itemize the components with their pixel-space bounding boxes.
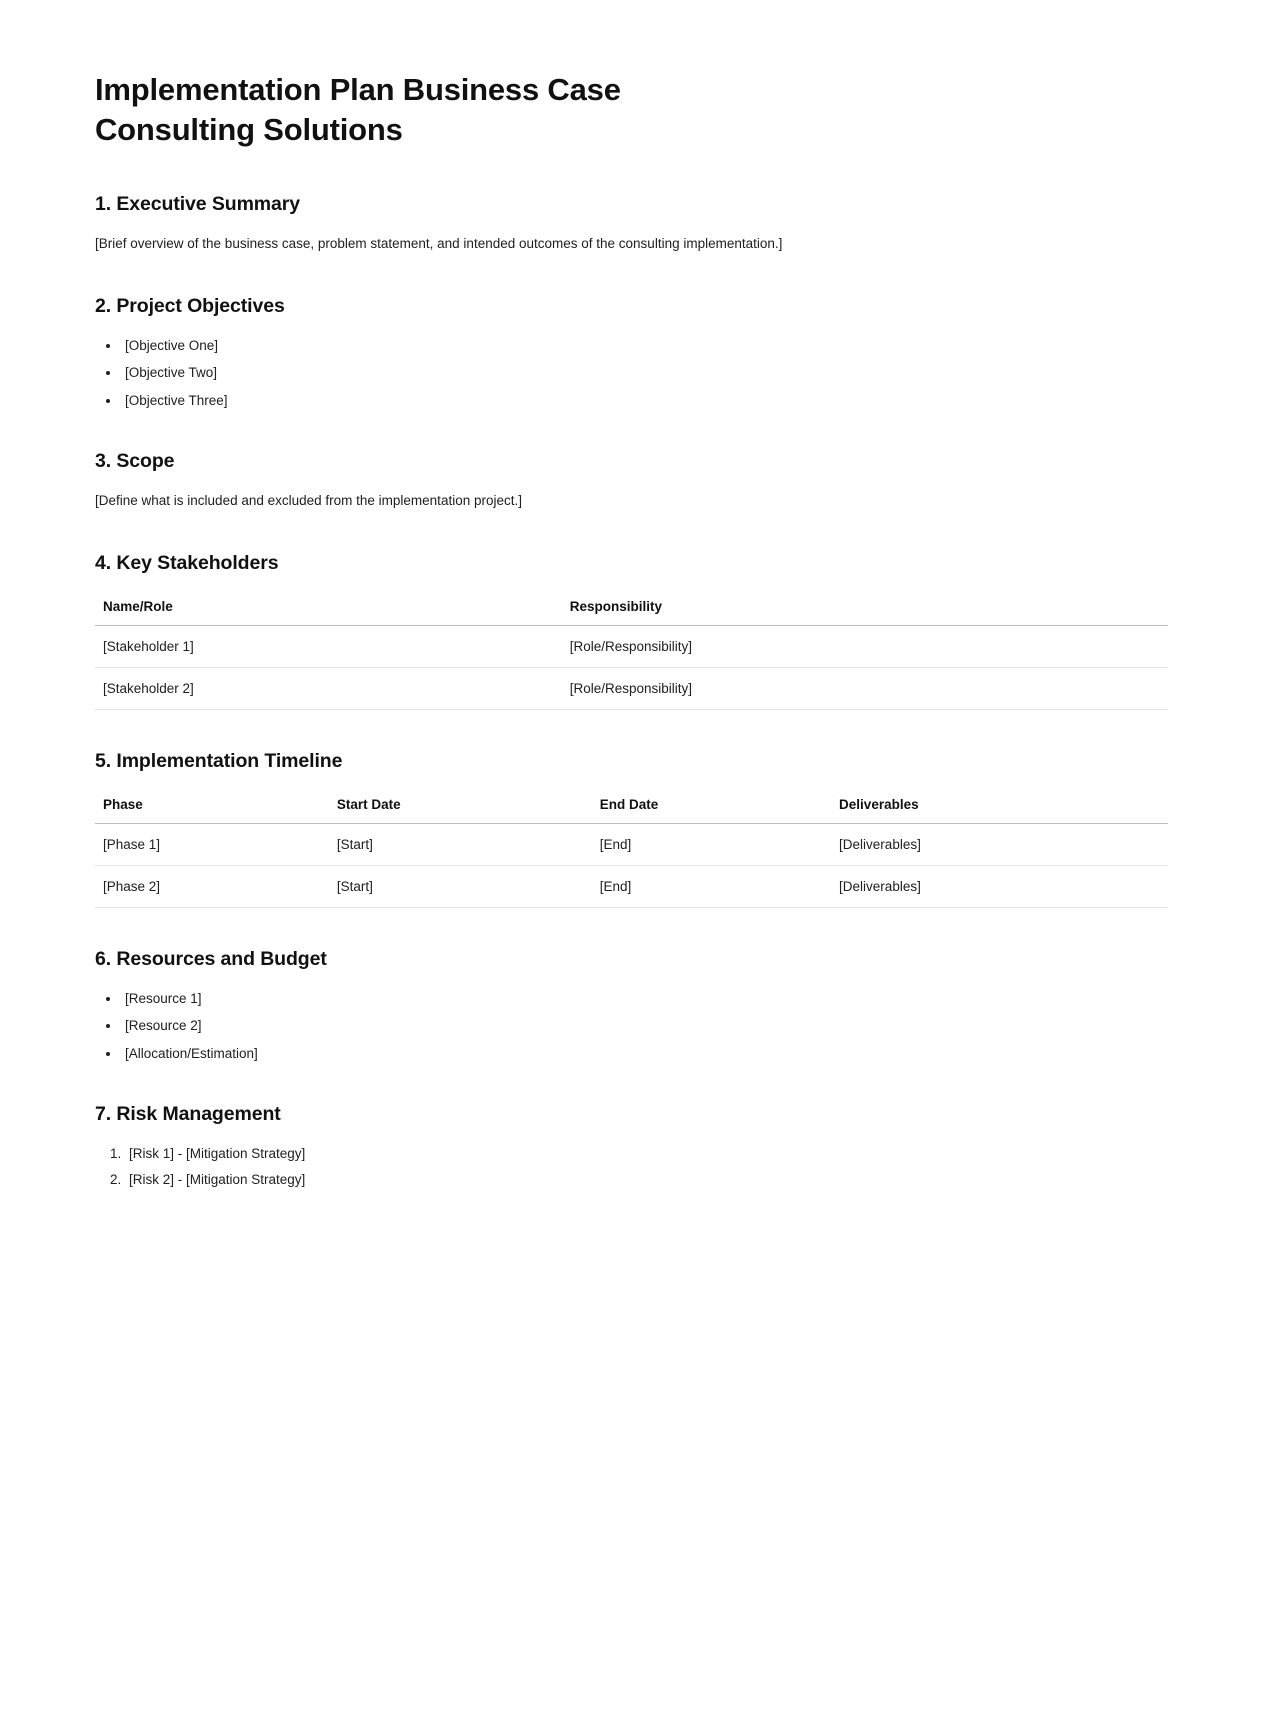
table-cell-phase: [Phase 2] [95,865,329,907]
list-item: 1. [Risk 1] - [Mitigation Strategy] [125,1144,1168,1164]
table-cell-end-date: [End] [592,865,831,907]
implementation-timeline-table [95,791,1168,908]
section-risk-management [95,1103,1168,1191]
executive-summary-paragraph: [Brief overview of the business case, problem statement, and intended outcomes of the consulting implementation.] [95,236,783,252]
heading-risk-management: 7. Risk Management [95,1103,281,1126]
table-cell-name-role: [Stakeholder 1] [95,625,562,667]
table-header-row [95,593,1168,626]
resources-and-budget-list [95,989,1168,1064]
table-body [95,625,1168,709]
list-item: • [Allocation/Estimation] [121,1044,1168,1064]
table-header [95,593,1168,626]
list-item: • [Resource 1] [121,989,1168,1009]
table-row [95,625,1168,667]
column-header-phase: Phase [95,791,329,824]
project-objectives-list [95,336,1168,411]
column-header-name-role: Name/Role [95,593,562,626]
section-scope [95,450,1168,511]
table-cell-deliverables: [Deliverables] [831,823,1168,865]
table-row [95,823,1168,865]
scope-paragraph: [Define what is included and excluded from the implementation project.] [95,493,522,509]
table-row [95,865,1168,907]
table-cell-start-date: [Start] [329,865,592,907]
section-implementation-timeline [95,750,1168,908]
list-item: • [Resource 2] [121,1016,1168,1036]
document-title [95,70,815,149]
table-cell-end-date: [End] [592,823,831,865]
column-header-responsibility: Responsibility [562,593,1168,626]
heading-executive-summary: 1. Executive Summary [95,193,301,216]
column-header-end-date: End Date [592,791,831,824]
list-item: 2. [Risk 2] - [Mitigation Strategy] [125,1170,1168,1190]
section-project-objectives [95,295,1168,411]
list-item: • [Objective One] [121,336,1168,356]
section-resources-and-budget [95,948,1168,1064]
section-key-stakeholders [95,552,1168,710]
table-body [95,823,1168,907]
document-title-line-1: Implementation Plan Business Case [95,72,621,107]
heading-resources-and-budget: 6. Resources and Budget [95,947,327,970]
list-item: • [Objective Three] [121,391,1168,411]
table-cell-responsibility: [Role/Responsibility] [562,667,1168,709]
heading-key-stakeholders: 4. Key Stakeholders [95,551,279,574]
table-header-row [95,791,1168,824]
table-header [95,791,1168,824]
column-header-deliverables: Deliverables [831,791,1168,824]
heading-scope: 3. Scope [95,450,175,473]
heading-implementation-timeline: 5. Implementation Timeline [95,749,343,772]
section-executive-summary [95,193,1168,254]
heading-project-objectives: 2. Project Objectives [95,294,285,317]
table-cell-deliverables: [Deliverables] [831,865,1168,907]
list-item: • [Objective Two] [121,363,1168,383]
table-cell-phase: [Phase 1] [95,823,329,865]
risk-management-list [95,1144,1168,1191]
document-title-line-2: Consulting Solutions [95,111,403,147]
column-header-start-date: Start Date [329,791,592,824]
table-cell-responsibility: [Role/Responsibility] [562,625,1168,667]
key-stakeholders-table [95,593,1168,710]
table-cell-name-role: [Stakeholder 2] [95,667,562,709]
table-cell-start-date: [Start] [329,823,592,865]
table-row [95,667,1168,709]
